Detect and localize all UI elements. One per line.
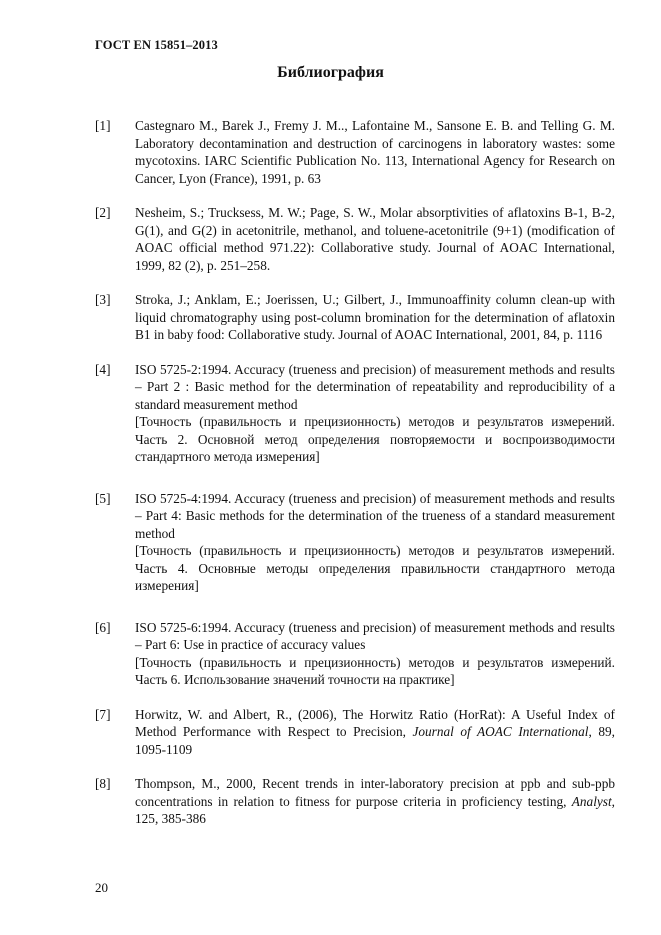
reference-item [95,619,615,689]
reference-russian: [Точность (правильность и прецизионность) методов и результатов измерений. Часть 6. Использование значений точности на практике] [135,654,615,687]
reference-number: [5] [95,490,111,506]
reference-english: ISO 5725-2:1994. Accuracy (trueness and precision) of measurement methods and results – Part 2 : Basic method for the determination of repeatability and reproducibility of a standard measurement method [135,361,615,412]
reference-body: Horwitz, W. and Albert, R., (2006), The Horwitz Ratio (HorRat): A Useful Index of Method Performance with Respect to Precision, [135,706,615,739]
bibliography-list [95,117,615,845]
reference-item [95,706,615,759]
reference-number: [3] [95,292,111,307]
journal-title: Journal of AOAC International [412,724,589,739]
reference-text [135,490,615,595]
journal-title: Analyst [571,793,612,809]
reference-tail: , 125, 385-386 [135,793,615,826]
document-code: ГОСТ EN 15851–2013 [95,38,218,52]
reference-tail: , 89, 1095-1109 [135,724,615,757]
reference-text [135,706,615,759]
reference-text [135,361,615,466]
reference-text: Stroka, J.; Anklam, E.; Joerissen, U.; Gilbert, J., Immunoaffinity column clean-up with liquid chromatography using post-column bromination for the determination of aflatoxin B1 in baby food: Collaborative study. Journal of AOAC International, 2001, 84, p. 1116 [135,292,615,342]
reference-body: Thompson, M., 2000, Recent trends in inter-laboratory precision at ppb and sub-ppb concentrations in relation to fitness for purpose criteria in proficiency testing, [135,776,615,809]
reference-number: [7] [95,706,111,722]
reference-item [95,291,615,344]
reference-text [135,775,615,828]
reference-number: [8] [95,776,111,791]
reference-item [95,490,615,595]
reference-number: [6] [95,619,111,635]
reference-item [95,775,615,828]
reference-english: ISO 5725-4:1994. Accuracy (trueness and precision) of measurement methods and results – Part 4: Basic methods for the determination of the trueness of a standard measurement method [135,490,615,541]
reference-item [95,361,615,466]
reference-number: [1] [95,118,111,133]
reference-item [95,117,615,187]
reference-item [95,204,615,274]
reference-number: [2] [95,205,111,220]
reference-text [135,619,615,689]
reference-english: ISO 5725-6:1994. Accuracy (trueness and precision) of measurement methods and results – Part 6: Use in practice of accuracy values [135,619,615,652]
page-title: Библиография [277,64,384,81]
reference-russian: [Точность (правильность и прецизионность) методов и результатов измерений. Часть 4. Основные методы определения правильности стандартного метода измерения] [135,543,615,593]
reference-text: Castegnaro M., Barek J., Fremy J. M.., Lafontaine M., Sansone E. B. and Telling G. M. Laboratory decontamination and destruction of carcinogens in laboratory wastes: some mycotoxins. IARC Scientific Publication No. 113, International Agency for Research on Cancer, Lyon (France), 1991, p. 63 [135,118,615,186]
reference-number: [4] [95,361,111,377]
page-number: 20 [95,880,108,895]
reference-russian: [Точность (правильность и прецизионность) методов и результатов измерений. Часть 2. Основной метод определения повторяемости и воспроизводимости стандартного метода измерения] [135,414,615,464]
reference-text: Nesheim, S.; Trucksess, M. W.; Page, S. W., Molar absorptivities of aflatoxins B-1, B-2, G(1), and G(2) in acetonitrile, methanol, and toluene-acetonitrile (9+1) (modification of AOAC official method 971.22): Collaborative study. Journal of AOAC International, 1999, 82 (2), p. 251–258. [135,205,615,273]
